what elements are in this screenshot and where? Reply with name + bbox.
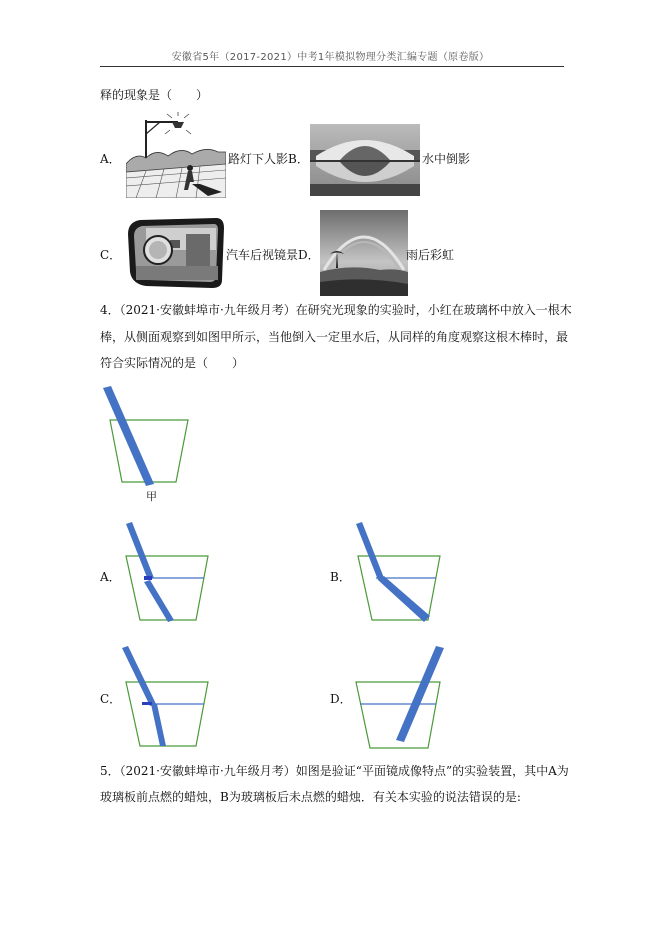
q4-option-d-figure	[350, 642, 450, 750]
car-mirror-photo	[126, 214, 226, 290]
q3-stem-tail: 释的现象是（ ）	[100, 88, 209, 102]
q4-option-c-label: C．	[100, 692, 122, 706]
header-divider	[100, 66, 564, 67]
q3-option-a-label: A．	[100, 152, 121, 166]
q4-option-b-label: B．	[330, 570, 351, 584]
q4-option-a-label: A．	[100, 570, 121, 584]
figure-jia-cup-with-rod	[100, 384, 200, 490]
page-header: 安徽省5年（2017-2021）中考1年模拟物理分类汇编专题（原卷版）	[171, 52, 490, 63]
rainbow-photo	[320, 210, 408, 296]
q3-option-b-text: 水中倒影	[422, 152, 471, 166]
q4-stem-line-3: 符合实际情况的是（ ）	[100, 356, 245, 370]
q5-stem-line-2: 玻璃板前点燃的蜡烛，B为玻璃板后未点燃的蜡烛．有关本实验的说法错误的是:	[100, 790, 521, 804]
q3-option-a-text: 路灯下人影	[228, 152, 289, 166]
q4-option-c-figure	[118, 642, 210, 750]
q3-option-c-text: 汽车后视镜景	[226, 248, 299, 262]
q5-stem-line-1: 5．（2021·安徽蚌埠市·九年级月考）如图是验证“平面镜成像特点”的实验装置，其中A为	[100, 764, 569, 778]
q3-option-d-label: D．	[298, 248, 320, 262]
q3-option-b-label: B．	[288, 152, 309, 166]
q4-option-d-label: D．	[330, 692, 352, 706]
bridge-reflection-photo	[310, 124, 420, 196]
q3-option-d-text: 雨后彩虹	[406, 248, 455, 262]
streetlamp-shadow-icon	[126, 112, 226, 198]
figure-jia-caption: 甲	[146, 490, 157, 503]
q3-option-c-label: C．	[100, 248, 122, 262]
q4-option-a-figure	[118, 520, 210, 624]
q4-stem-line-1: 4．（2021·安徽蚌埠市·九年级月考）在研究光现象的实验时，小红在玻璃杯中放入一根木	[100, 303, 572, 317]
q4-stem-line-2: 棒，从侧面观察到如图甲所示，当他倒入一定里水后，从同样的角度观察这根木棒时，最	[100, 330, 569, 344]
q4-option-b-figure	[350, 520, 442, 624]
